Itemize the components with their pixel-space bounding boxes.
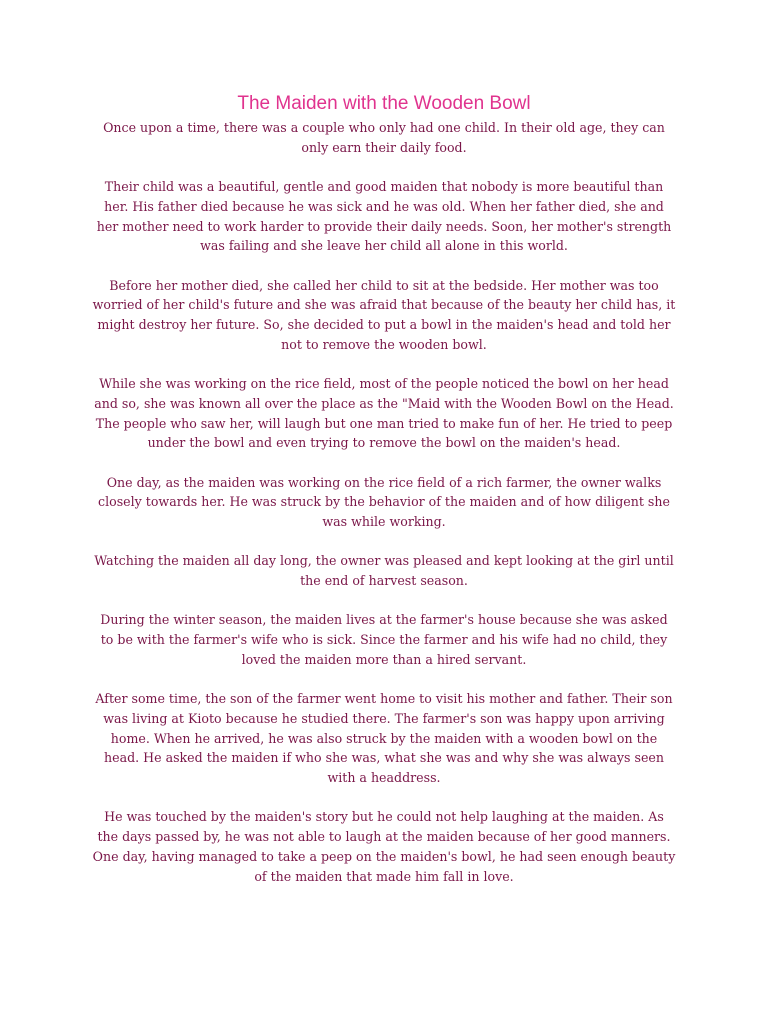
paragraph-4: While she was working on the rice field, most of the people noticed the bowl on her head and so, she was known all over the place as the "Maid with the Wooden Bowl on the Head. The people who saw her, will laugh but one man tried to make fun of her. He tried to peep under the bowl and even trying to remove the bowl on the maiden's head. (94, 376, 674, 451)
paragraph-9: He was touched by the maiden's story but he could not help laughing at the maiden. As the days passed by, he was not able to laugh at the maiden because of her good manners. One day, having managed to take a peep on the maiden's bowl, he had seen enough beauty of the maiden that made him fall in love. (92, 809, 676, 884)
paragraph-3: Before her mother died, she called her child to sit at the bedside. Her mother was too worried of her child's future and she was afraid that because of the beauty her child has, it might destroy her future. So, she decided to put a bowl in the maiden's head and told her not to remove the wooden bowl. (92, 277, 676, 352)
paragraph-1: Once upon a time, there was a couple who only had one child. In their old age, they can only earn their daily food. (103, 120, 665, 155)
paragraph-7: During the winter season, the maiden lives at the farmer's house because she was asked to be with the farmer's wife who is sick. Since the farmer and his wife had no child, they loved the maiden more than a hired servant. (100, 612, 668, 667)
paragraph-2: Their child was a beautiful, gentle and good maiden that nobody is more beautiful than her. His father died because he was sick and he was old. When her father died, she and her mother need to work harder to provide their daily needs. Soon, her mother's strength was failing and she leave her child all alone in this world. (96, 179, 672, 254)
paragraph-5: One day, as the maiden was working on the rice field of a rich farmer, the owner walks closely towards her. He was struck by the behavior of the maiden and of how diligent she was while working. (98, 474, 670, 529)
paragraph-8: After some time, the son of the farmer went home to visit his mother and father. Their son was living at Kioto because he studied there. The farmer's son was happy upon arriving home. When he arrived, he was also struck by the maiden with a wooden bowl on the head. He asked the maiden if who she was, what she was and why she was always seen with a headdress. (95, 691, 673, 786)
story-body (92, 118, 676, 906)
paragraph-6: Watching the maiden all day long, the owner was pleased and kept looking at the girl until the end of harvest season. (94, 553, 674, 589)
document-title: The Maiden with the Wooden Bowl (237, 93, 531, 114)
